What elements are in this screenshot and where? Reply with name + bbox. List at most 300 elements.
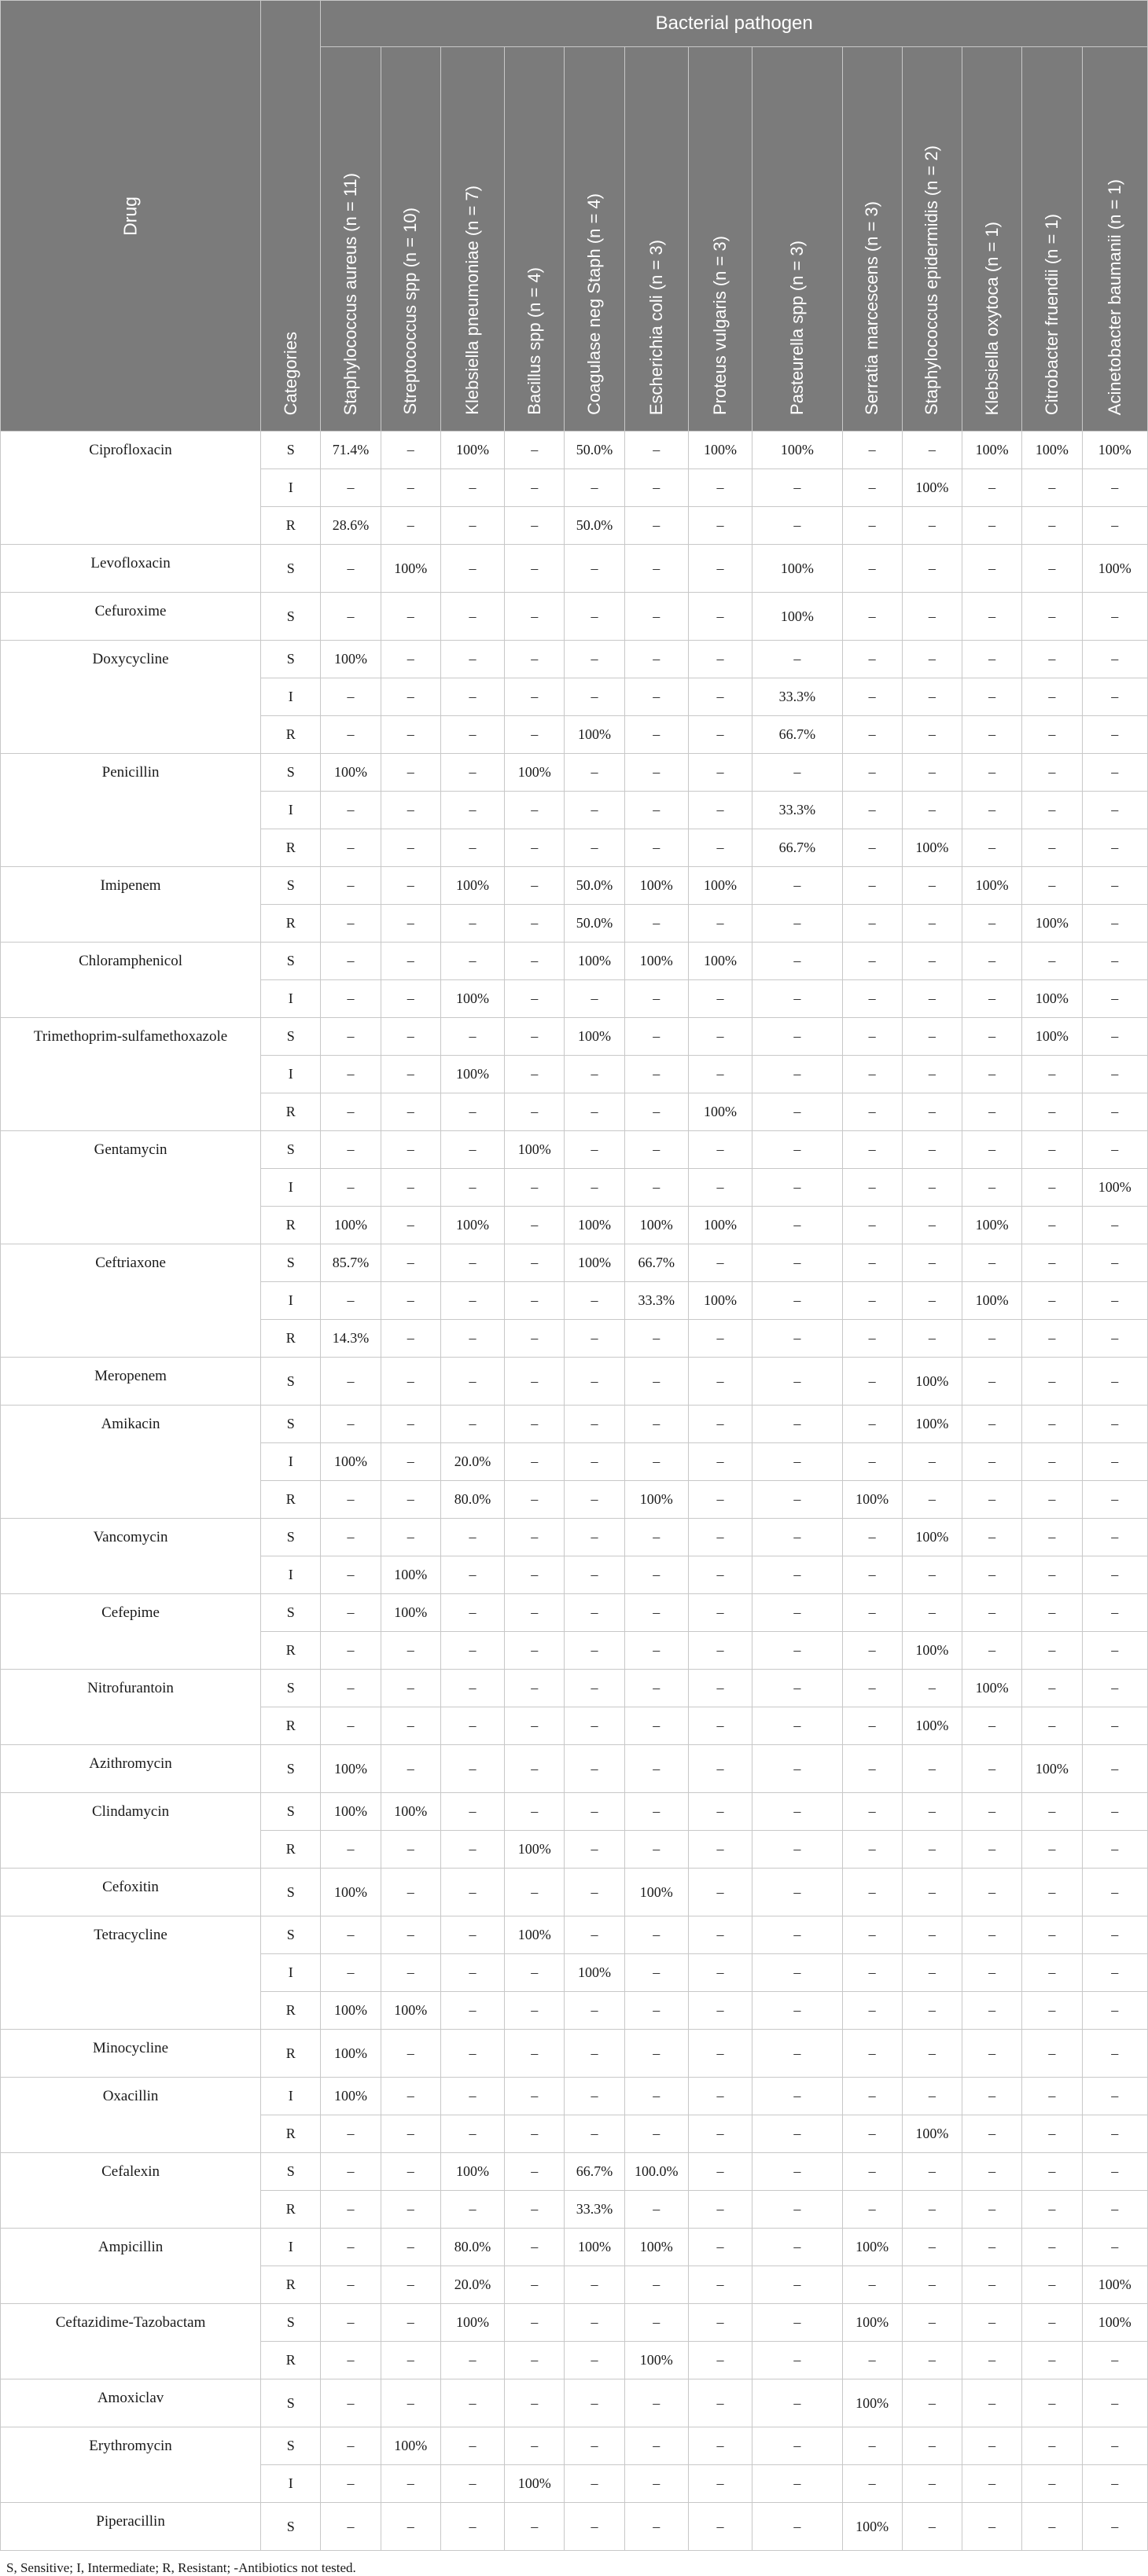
value-cell: – (962, 1244, 1022, 1282)
value-cell: – (752, 1632, 842, 1670)
value-cell: – (752, 754, 842, 792)
value-cell: 100% (321, 2030, 381, 2078)
value-cell: – (565, 1745, 624, 1793)
value-cell: – (565, 1358, 624, 1406)
value-cell: – (1022, 1670, 1082, 1707)
value-cell: 100% (624, 867, 688, 905)
value-cell: – (440, 2503, 504, 2551)
category-cell: R (261, 1093, 321, 1131)
value-cell: – (688, 2030, 752, 2078)
value-cell: – (842, 2153, 902, 2191)
value-cell: – (321, 1831, 381, 1869)
category-cell: S (261, 1594, 321, 1632)
category-cell: R (261, 2115, 321, 2153)
value-cell: – (842, 1707, 902, 1745)
pathogen-header (1022, 47, 1082, 432)
drug-name: Ciprofloxacin (1, 432, 261, 545)
value-cell: – (565, 469, 624, 507)
value-cell: – (752, 1207, 842, 1244)
drug-name: Azithromycin (1, 1745, 261, 1793)
value-cell: – (1082, 1992, 1147, 2030)
value-cell: – (381, 2503, 440, 2551)
value-cell: 100% (321, 1443, 381, 1481)
value-cell: – (842, 1745, 902, 1793)
value-cell: – (962, 1406, 1022, 1443)
value-cell: – (505, 1954, 565, 1992)
value-cell: – (1022, 1916, 1082, 1954)
value-cell: – (752, 2078, 842, 2115)
value-cell: – (440, 2342, 504, 2379)
value-cell: – (752, 507, 842, 545)
value-cell: – (624, 1358, 688, 1406)
value-cell: – (321, 469, 381, 507)
value-cell: – (440, 1169, 504, 1207)
value-cell: – (752, 1056, 842, 1093)
category-cell: R (261, 905, 321, 943)
category-cell: R (261, 2030, 321, 2078)
value-cell: – (1022, 2503, 1082, 2551)
value-cell: – (902, 867, 962, 905)
drug-name: Gentamycin (1, 1131, 261, 1244)
drug-name: Chloramphenicol (1, 943, 261, 1018)
value-cell: – (688, 1556, 752, 1594)
value-cell: – (752, 1406, 842, 1443)
value-cell: 100% (842, 1481, 902, 1519)
value-cell: – (688, 716, 752, 754)
value-cell: – (1022, 792, 1082, 829)
value-cell: – (505, 2153, 565, 2191)
value-cell: – (842, 1519, 902, 1556)
category-cell: S (261, 1745, 321, 1793)
drug-name: Doxycycline (1, 641, 261, 754)
table-row (1, 641, 1148, 678)
value-cell: – (902, 905, 962, 943)
value-cell: – (688, 2379, 752, 2427)
value-cell: 100% (1082, 2304, 1147, 2342)
value-cell: – (902, 2266, 962, 2304)
table-row (1, 2153, 1148, 2191)
value-cell: – (505, 2304, 565, 2342)
value-cell: – (381, 432, 440, 469)
value-cell: – (902, 1793, 962, 1831)
value-cell: – (505, 1707, 565, 1745)
value-cell: 100% (902, 1519, 962, 1556)
value-cell: – (505, 545, 565, 593)
value-cell: – (1082, 2427, 1147, 2465)
value-cell: – (842, 1244, 902, 1282)
value-cell: – (842, 593, 902, 641)
category-cell: R (261, 1207, 321, 1244)
value-cell: – (1022, 1358, 1082, 1406)
value-cell: – (505, 1093, 565, 1131)
drug-name: Ampicillin (1, 2229, 261, 2304)
value-cell: 100% (902, 469, 962, 507)
value-cell: – (624, 1556, 688, 1594)
value-cell: – (381, 716, 440, 754)
value-cell: – (1082, 1481, 1147, 1519)
value-cell: – (1082, 1707, 1147, 1745)
value-cell: – (321, 1632, 381, 1670)
value-cell: 100% (321, 2078, 381, 2115)
value-cell: 100% (902, 1358, 962, 1406)
value-cell: – (962, 507, 1022, 545)
value-cell: – (1082, 2191, 1147, 2229)
value-cell: – (842, 545, 902, 593)
value-cell: – (321, 1954, 381, 1992)
pathogen-header (505, 47, 565, 432)
table-row (1, 2030, 1148, 2078)
value-cell: – (505, 1169, 565, 1207)
value-cell: 100% (962, 1207, 1022, 1244)
value-cell: 100% (688, 867, 752, 905)
value-cell: – (381, 2379, 440, 2427)
value-cell: – (842, 2266, 902, 2304)
drug-name: Oxacillin (1, 2078, 261, 2153)
value-cell: – (752, 2191, 842, 2229)
value-cell: – (624, 716, 688, 754)
value-cell: – (1022, 1594, 1082, 1632)
category-cell: S (261, 1244, 321, 1282)
value-cell: – (624, 1594, 688, 1632)
value-cell: – (624, 1632, 688, 1670)
value-cell: – (381, 1519, 440, 1556)
value-cell: – (902, 2191, 962, 2229)
value-cell: 100% (565, 1207, 624, 1244)
value-cell: – (321, 1916, 381, 1954)
value-cell: – (1082, 678, 1147, 716)
value-cell: – (440, 1358, 504, 1406)
value-cell: 85.7% (321, 1244, 381, 1282)
value-cell: – (381, 1358, 440, 1406)
value-cell: – (752, 867, 842, 905)
value-cell: – (688, 1707, 752, 1745)
value-cell: – (505, 593, 565, 641)
value-cell: 100% (321, 1793, 381, 1831)
value-cell: 100% (1082, 545, 1147, 593)
drug-name: Imipenem (1, 867, 261, 943)
value-cell: – (902, 1018, 962, 1056)
value-cell: – (565, 1594, 624, 1632)
value-cell: – (842, 867, 902, 905)
category-cell: I (261, 2465, 321, 2503)
value-cell: – (1022, 2191, 1082, 2229)
value-cell: 100% (624, 1207, 688, 1244)
value-cell: – (624, 545, 688, 593)
value-cell: 100% (688, 1093, 752, 1131)
value-cell: – (505, 507, 565, 545)
value-cell: – (842, 1320, 902, 1358)
value-cell: – (752, 1793, 842, 1831)
value-cell: – (1022, 507, 1082, 545)
value-cell: – (321, 2503, 381, 2551)
table-row (1, 1793, 1148, 1831)
value-cell: – (962, 1056, 1022, 1093)
value-cell: – (1082, 1632, 1147, 1670)
value-cell: 14.3% (321, 1320, 381, 1358)
value-cell: – (565, 1282, 624, 1320)
value-cell: – (624, 1320, 688, 1358)
value-cell: – (688, 1954, 752, 1992)
value-cell: 100% (1022, 980, 1082, 1018)
value-cell: – (381, 1869, 440, 1916)
value-cell: – (1022, 1244, 1082, 1282)
value-cell: – (505, 1632, 565, 1670)
table-row (1, 867, 1148, 905)
value-cell: 50.0% (565, 867, 624, 905)
value-cell: – (565, 1169, 624, 1207)
value-cell: – (440, 1745, 504, 1793)
value-cell: 80.0% (440, 1481, 504, 1519)
value-cell: – (1022, 1831, 1082, 1869)
category-cell: S (261, 1670, 321, 1707)
value-cell: – (321, 1707, 381, 1745)
value-cell: – (381, 905, 440, 943)
value-cell: – (962, 2153, 1022, 2191)
value-cell: 66.7% (752, 829, 842, 867)
value-cell: – (962, 2342, 1022, 2379)
value-cell: – (565, 1869, 624, 1916)
value-cell: – (440, 1954, 504, 1992)
value-cell: – (902, 1056, 962, 1093)
value-cell: – (1082, 1519, 1147, 1556)
value-cell: – (1022, 1707, 1082, 1745)
value-cell: – (1022, 867, 1082, 905)
value-cell: – (1082, 1244, 1147, 1282)
value-cell: – (752, 2153, 842, 2191)
value-cell: – (381, 1244, 440, 1282)
value-cell: 100% (1022, 1018, 1082, 1056)
value-cell: 50.0% (565, 507, 624, 545)
pathogen-header (752, 47, 842, 432)
value-cell: – (842, 943, 902, 980)
value-cell: – (440, 1670, 504, 1707)
drug-name: Amoxiclav (1, 2379, 261, 2427)
value-cell: – (321, 1018, 381, 1056)
value-cell: – (752, 1594, 842, 1632)
value-cell: – (381, 678, 440, 716)
table-row (1, 943, 1148, 980)
pathogen-header (688, 47, 752, 432)
value-cell: – (381, 2229, 440, 2266)
table-row (1, 432, 1148, 469)
value-cell: – (962, 1992, 1022, 2030)
category-cell: I (261, 1169, 321, 1207)
value-cell: – (688, 1018, 752, 1056)
value-cell: – (505, 1018, 565, 1056)
value-cell: – (842, 1093, 902, 1131)
value-cell: – (688, 1481, 752, 1519)
value-cell: – (902, 2503, 962, 2551)
value-cell: – (902, 716, 962, 754)
pathogen-header-label: Proteus vulgaris (n = 3) (710, 235, 730, 415)
value-cell: 100% (565, 1954, 624, 1992)
value-cell: – (624, 2379, 688, 2427)
value-cell: – (381, 2030, 440, 2078)
value-cell: – (321, 792, 381, 829)
value-cell: – (321, 2342, 381, 2379)
value-cell: – (440, 593, 504, 641)
value-cell: – (440, 1556, 504, 1594)
value-cell: – (842, 1358, 902, 1406)
value-cell: – (752, 1443, 842, 1481)
category-cell: R (261, 1632, 321, 1670)
value-cell: – (688, 1131, 752, 1169)
value-cell: – (440, 1519, 504, 1556)
value-cell: – (505, 2229, 565, 2266)
value-cell: – (381, 1481, 440, 1519)
value-cell: 100% (321, 1745, 381, 1793)
value-cell: – (688, 1443, 752, 1481)
value-cell: – (1082, 867, 1147, 905)
value-cell: – (1082, 1131, 1147, 1169)
value-cell: – (381, 2078, 440, 2115)
pathogen-header (321, 47, 381, 432)
value-cell: – (624, 641, 688, 678)
value-cell: – (688, 1169, 752, 1207)
value-cell: – (624, 792, 688, 829)
value-cell: – (1022, 754, 1082, 792)
value-cell: – (381, 1169, 440, 1207)
value-cell: – (1082, 1869, 1147, 1916)
value-cell: – (381, 1018, 440, 1056)
value-cell: – (505, 1207, 565, 1244)
value-cell: – (381, 1056, 440, 1093)
category-cell: I (261, 1556, 321, 1594)
value-cell: 100% (381, 2427, 440, 2465)
value-cell: – (321, 2304, 381, 2342)
pathogen-header-label: Streptococcus spp (n = 10) (400, 208, 421, 415)
value-cell: 100% (624, 2342, 688, 2379)
value-cell: – (962, 593, 1022, 641)
value-cell: – (624, 1093, 688, 1131)
value-cell: – (505, 1594, 565, 1632)
value-cell: – (440, 754, 504, 792)
value-cell: – (1082, 641, 1147, 678)
value-cell: 100% (321, 1992, 381, 2030)
value-cell: – (962, 2427, 1022, 2465)
value-cell: – (565, 1831, 624, 1869)
value-cell: 100% (624, 943, 688, 980)
category-cell: S (261, 1519, 321, 1556)
value-cell: – (902, 1831, 962, 1869)
value-cell: – (962, 2229, 1022, 2266)
value-cell: – (505, 1358, 565, 1406)
value-cell: – (624, 1670, 688, 1707)
value-cell: – (1022, 1207, 1082, 1244)
value-cell: – (440, 2191, 504, 2229)
value-cell: 20.0% (440, 2266, 504, 2304)
value-cell: – (1022, 641, 1082, 678)
value-cell: 100% (842, 2379, 902, 2427)
value-cell: – (962, 2379, 1022, 2427)
value-cell: – (440, 1093, 504, 1131)
value-cell: 100% (440, 1207, 504, 1244)
value-cell: – (842, 792, 902, 829)
value-cell: – (688, 641, 752, 678)
value-cell: – (1082, 1670, 1147, 1707)
value-cell: – (565, 545, 624, 593)
value-cell: – (505, 1282, 565, 1320)
value-cell: – (688, 1869, 752, 1916)
value-cell: – (565, 2115, 624, 2153)
value-cell: – (842, 1282, 902, 1320)
value-cell: – (1082, 1556, 1147, 1594)
value-cell: – (962, 678, 1022, 716)
value-cell: – (842, 2191, 902, 2229)
value-cell: – (962, 1632, 1022, 1670)
value-cell: – (1082, 1207, 1147, 1244)
value-cell: 33.3% (565, 2191, 624, 2229)
value-cell: 33.3% (752, 678, 842, 716)
value-cell: – (505, 2030, 565, 2078)
value-cell: – (624, 2427, 688, 2465)
category-cell: S (261, 1131, 321, 1169)
table-row (1, 545, 1148, 593)
value-cell: – (902, 2427, 962, 2465)
value-cell: – (1082, 1282, 1147, 1320)
value-cell: – (321, 1406, 381, 1443)
value-cell: 100% (902, 829, 962, 867)
value-cell: – (688, 1594, 752, 1632)
value-cell: – (440, 469, 504, 507)
value-cell: – (321, 2266, 381, 2304)
value-cell: – (902, 754, 962, 792)
value-cell: 100% (752, 432, 842, 469)
value-cell: – (842, 432, 902, 469)
pathogen-group-header: Bacterial pathogen (321, 1, 1148, 47)
value-cell: – (505, 829, 565, 867)
value-cell: – (321, 716, 381, 754)
value-cell: – (902, 2465, 962, 2503)
value-cell: 100% (1022, 432, 1082, 469)
category-cell: I (261, 678, 321, 716)
value-cell: – (752, 641, 842, 678)
value-cell: 100% (440, 432, 504, 469)
value-cell: – (962, 980, 1022, 1018)
value-cell: – (962, 1954, 1022, 1992)
category-cell: I (261, 2078, 321, 2115)
category-cell: S (261, 1358, 321, 1406)
pathogen-header-label: Staphylococcus epidermidis (n = 2) (922, 145, 942, 415)
value-cell: – (1082, 1358, 1147, 1406)
value-cell: – (688, 980, 752, 1018)
value-cell: 100% (565, 943, 624, 980)
value-cell: – (505, 2078, 565, 2115)
value-cell: – (381, 2191, 440, 2229)
value-cell: – (752, 2115, 842, 2153)
value-cell: 33.3% (624, 1282, 688, 1320)
drug-name: Ceftazidime-Tazobactam (1, 2304, 261, 2379)
value-cell: – (752, 943, 842, 980)
value-cell: – (381, 867, 440, 905)
value-cell: 20.0% (440, 1443, 504, 1481)
value-cell: – (962, 1519, 1022, 1556)
value-cell: – (962, 2078, 1022, 2115)
category-cell: R (261, 716, 321, 754)
value-cell: – (505, 980, 565, 1018)
value-cell: – (688, 2078, 752, 2115)
value-cell: – (1022, 469, 1082, 507)
value-cell: – (752, 1018, 842, 1056)
value-cell: 100% (321, 1207, 381, 1244)
value-cell: – (505, 2115, 565, 2153)
value-cell: – (962, 1169, 1022, 1207)
value-cell: – (1022, 2342, 1082, 2379)
value-cell: 100% (902, 1707, 962, 1745)
value-cell: – (624, 2266, 688, 2304)
value-cell: – (902, 1244, 962, 1282)
value-cell: – (565, 1632, 624, 1670)
